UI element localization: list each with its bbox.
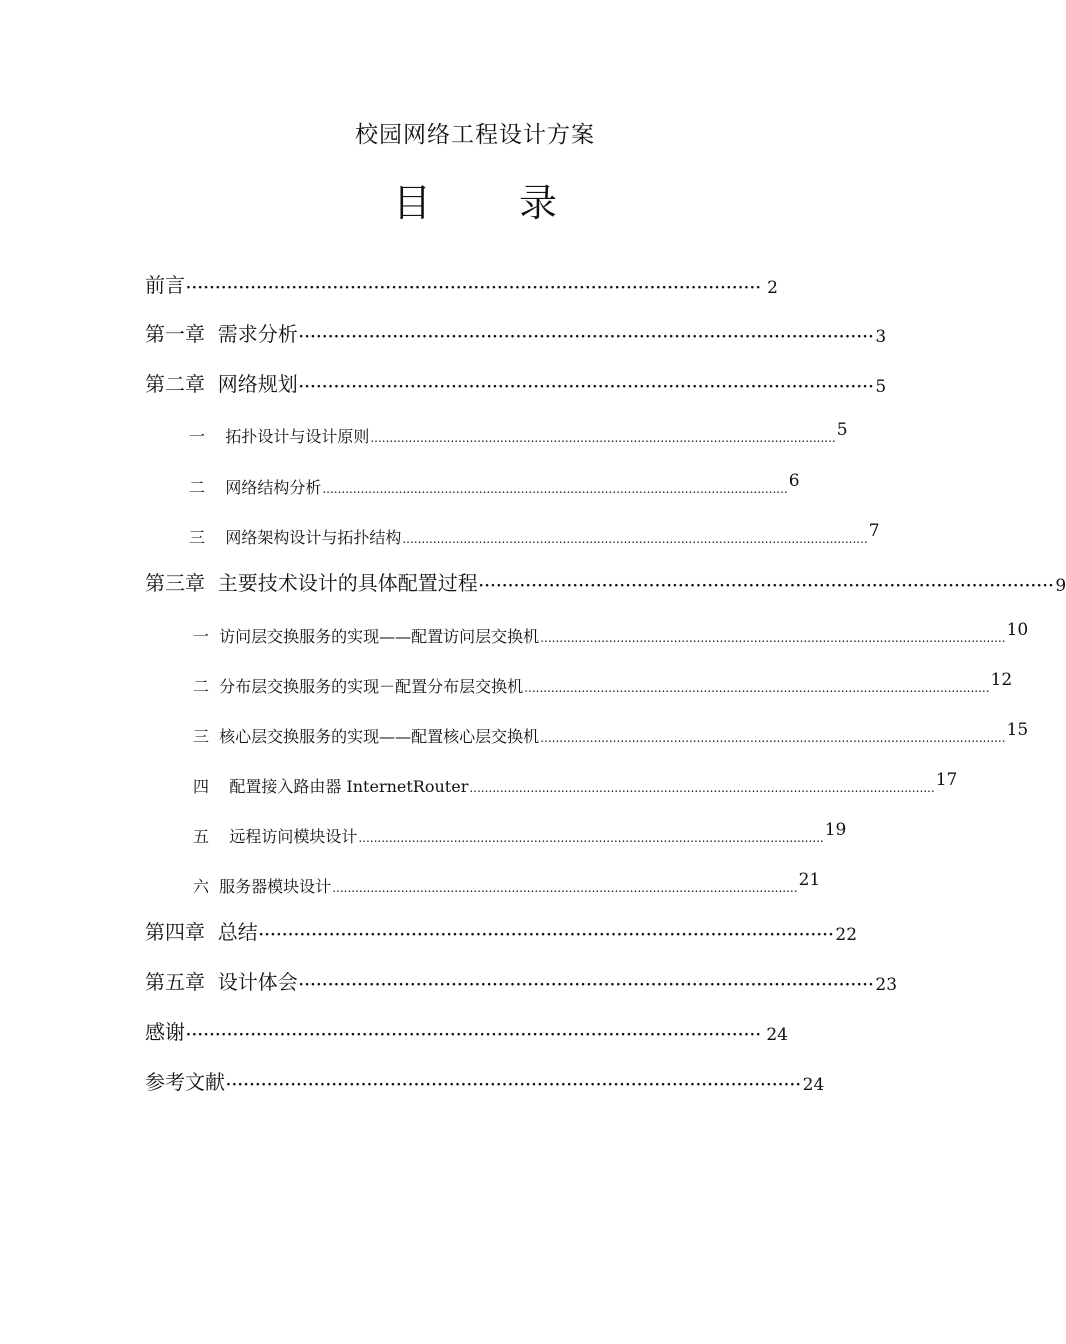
toc-entry-label: 三 网络架构设计与拓扑结构 — [189, 528, 402, 547]
toc-entry-2-1[interactable] — [189, 420, 848, 447]
toc-entry-label: 二 分布层交换服务的实现－配置分布层交换机 — [193, 677, 524, 696]
toc-entry-acknowledgements[interactable] — [145, 1019, 788, 1045]
toc-entry-page: 17 — [935, 770, 958, 790]
toc-leader: ·································································································· — [186, 1027, 762, 1043]
toc-entry-label: 三 核心层交换服务的实现——配置核心层交换机 — [193, 727, 540, 746]
toc-entry-label: 二 网络结构分析 — [189, 478, 322, 497]
toc-entry-label: 第五章 设计体会 — [145, 970, 298, 994]
toc-entry-page: 24 — [802, 1075, 825, 1095]
toc-entry-2-3[interactable] — [189, 521, 880, 548]
toc-entry-page: 7 — [868, 521, 880, 541]
toc-entry-label: 第二章 网络规划 — [145, 372, 298, 396]
document-title: 校园网络工程设计方案 — [355, 122, 595, 148]
toc-leader: ·································································································· — [298, 329, 875, 345]
toc-entry-page: 23 — [875, 975, 898, 995]
toc-entry-page: 12 — [990, 670, 1013, 690]
toc-leader: .......................................................................................................................... — [358, 831, 824, 845]
toc-entry-chapter-3[interactable] — [145, 570, 1066, 596]
toc-entry-label: 第四章 总结 — [145, 920, 258, 944]
toc-entry-page: 24 — [766, 1025, 788, 1045]
toc-entry-2-2[interactable] — [189, 471, 800, 498]
toc-entry-3-4[interactable] — [193, 770, 958, 797]
toc-leader: ·································································································· — [186, 280, 762, 296]
toc-entry-page: 3 — [875, 327, 887, 347]
toc-entry-label: 一 访问层交换服务的实现——配置访问层交换机 — [193, 627, 540, 646]
toc-leader: .......................................................................................................................... — [402, 532, 868, 546]
toc-heading: 目 录 — [392, 181, 596, 225]
toc-entry-page: 10 — [1006, 620, 1029, 640]
toc-entry-3-6[interactable] — [193, 870, 821, 897]
toc-entry-label: 参考文献 — [145, 1070, 225, 1094]
toc-entry-label: 一 拓扑设计与设计原则 — [189, 427, 370, 446]
toc-leader: ·································································································· — [298, 977, 875, 993]
toc-leader: ·································································································· — [226, 1077, 802, 1093]
toc-entry-page: 5 — [875, 377, 887, 397]
toc-entry-label: 第一章 需求分析 — [145, 322, 298, 346]
toc-entry-chapter-4[interactable] — [145, 919, 858, 945]
toc-entry-references[interactable] — [145, 1069, 825, 1095]
toc-leader: .......................................................................................................................... — [540, 731, 1006, 745]
toc-entry-label: 第三章 主要技术设计的具体配置过程 — [145, 571, 478, 595]
toc-leader: .......................................................................................................................... — [524, 681, 990, 695]
toc-leader: ·································································································· — [258, 927, 835, 943]
toc-leader: .......................................................................................................................... — [540, 631, 1006, 645]
toc-entry-3-1[interactable] — [193, 620, 1029, 647]
toc-entry-page: 22 — [835, 925, 858, 945]
toc-entry-page: 5 — [836, 420, 848, 440]
toc-leader: ·································································································· — [298, 379, 875, 395]
toc-leader: .......................................................................................................................... — [469, 781, 935, 795]
toc-entry-3-3[interactable] — [193, 720, 1029, 747]
toc-leader: .......................................................................................................................... — [370, 431, 836, 445]
toc-entry-label: 四 配置接入路由器 InternetRouter — [193, 777, 469, 796]
toc-entry-label: 五 远程访问模块设计 — [193, 827, 358, 846]
toc-entry-label: 六 服务器模块设计 — [193, 877, 332, 896]
toc-entry-page: 19 — [824, 820, 847, 840]
toc-entry-chapter-1[interactable] — [145, 321, 887, 347]
toc-entry-page: 2 — [767, 278, 778, 298]
toc-entry-3-5[interactable] — [193, 820, 847, 847]
toc-entry-3-2[interactable] — [193, 670, 1013, 697]
toc-entry-chapter-2[interactable] — [145, 371, 887, 397]
toc-entry-label: 前言 — [145, 273, 185, 297]
toc-leader: ·································································································· — [478, 578, 1055, 594]
toc-leader: .......................................................................................................................... — [322, 482, 788, 496]
toc-entry-preface[interactable] — [145, 272, 778, 298]
toc-entry-page: 21 — [798, 870, 821, 890]
toc-entry-chapter-5[interactable] — [145, 969, 898, 995]
toc-entry-label: 感谢 — [145, 1020, 185, 1044]
toc-entry-page: 9 — [1055, 576, 1066, 596]
toc-entry-page: 15 — [1006, 720, 1029, 740]
toc-leader: .......................................................................................................................... — [332, 881, 798, 895]
toc-entry-page: 6 — [788, 471, 800, 491]
